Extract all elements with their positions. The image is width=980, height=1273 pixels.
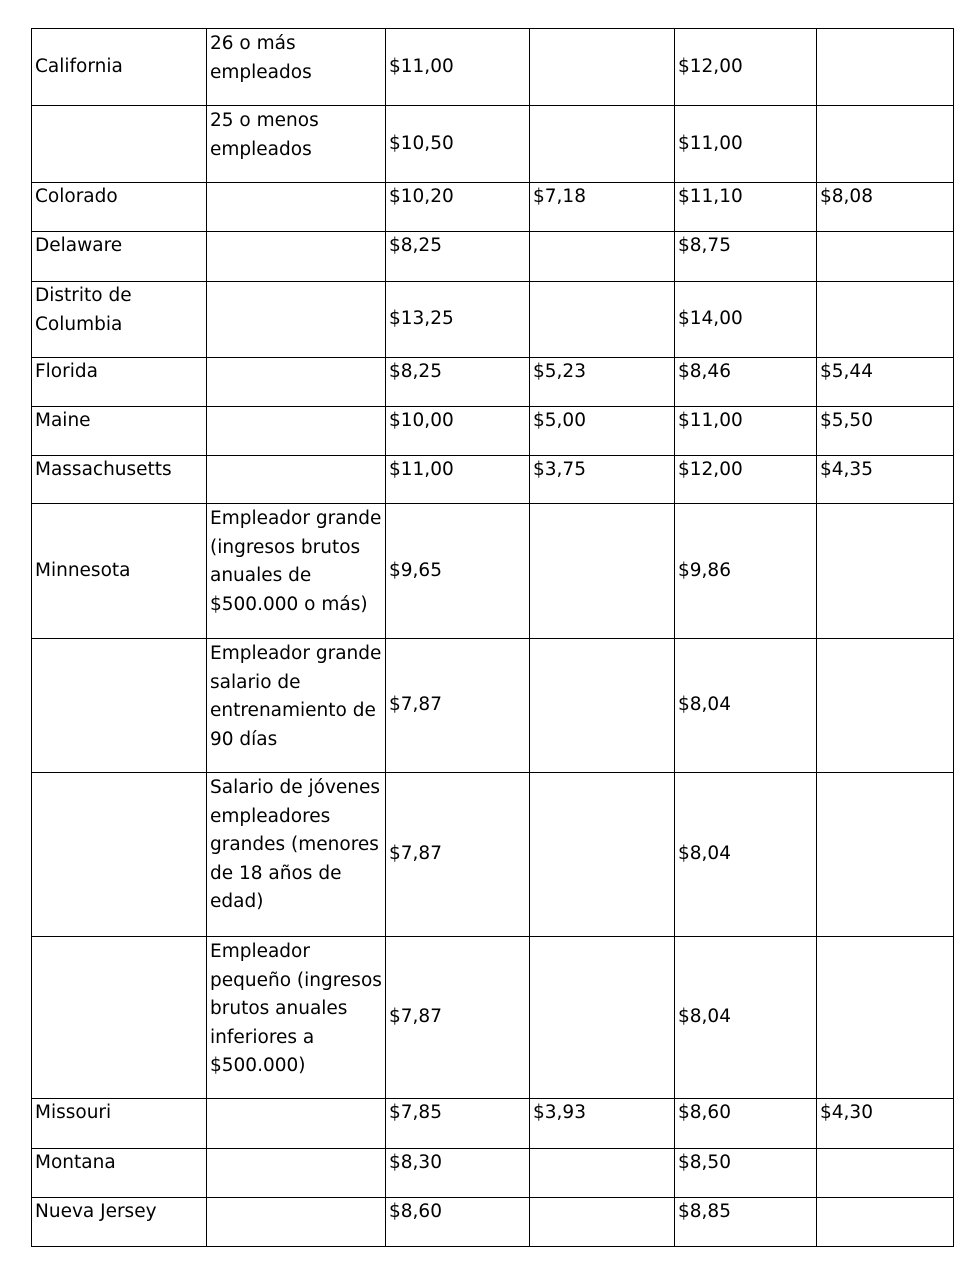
value-cell: $5,50 — [817, 407, 954, 456]
table-row — [32, 1149, 954, 1198]
state-cell: California — [32, 29, 207, 106]
state-cell — [32, 937, 207, 1099]
table-row — [32, 639, 954, 773]
value-cell: $12,00 — [675, 29, 817, 106]
value-cell: $11,10 — [675, 183, 817, 232]
condition-cell — [207, 1198, 386, 1247]
table-row — [32, 937, 954, 1099]
value-cell: $3,93 — [530, 1099, 675, 1149]
value-cell: $8,75 — [675, 232, 817, 282]
value-cell: $7,85 — [386, 1099, 530, 1149]
state-cell: Colorado — [32, 183, 207, 232]
value-cell: $12,00 — [675, 456, 817, 504]
condition-cell — [207, 1149, 386, 1198]
value-cell: $8,30 — [386, 1149, 530, 1198]
value-cell: $13,25 — [386, 282, 530, 358]
value-cell: $8,04 — [675, 937, 817, 1099]
value-cell — [530, 504, 675, 639]
value-cell: $8,60 — [675, 1099, 817, 1149]
value-cell — [530, 1149, 675, 1198]
value-cell: $10,20 — [386, 183, 530, 232]
state-cell — [32, 639, 207, 773]
value-cell: $8,60 — [386, 1198, 530, 1247]
value-cell — [817, 639, 954, 773]
table-row — [32, 773, 954, 937]
value-cell — [817, 773, 954, 937]
value-cell: $11,00 — [675, 407, 817, 456]
value-cell — [530, 937, 675, 1099]
value-cell: $3,75 — [530, 456, 675, 504]
condition-cell: Empleador grande salario de entrenamiento de 90 días — [207, 639, 386, 773]
value-cell: $10,00 — [386, 407, 530, 456]
value-cell — [817, 232, 954, 282]
value-cell: $11,00 — [675, 106, 817, 183]
condition-cell — [207, 282, 386, 358]
value-cell — [530, 639, 675, 773]
table-row — [32, 183, 954, 232]
value-cell: $4,30 — [817, 1099, 954, 1149]
condition-cell: 26 o más empleados — [207, 29, 386, 106]
value-cell: $8,25 — [386, 232, 530, 282]
state-cell: Delaware — [32, 232, 207, 282]
state-cell: Montana — [32, 1149, 207, 1198]
value-cell — [530, 29, 675, 106]
value-cell — [530, 232, 675, 282]
table-row — [32, 29, 954, 106]
value-cell: $7,87 — [386, 937, 530, 1099]
state-cell: Minnesota — [32, 504, 207, 639]
state-cell: Massachusetts — [32, 456, 207, 504]
value-cell — [817, 1149, 954, 1198]
value-cell — [530, 773, 675, 937]
state-cell — [32, 106, 207, 183]
condition-cell: 25 o menos empleados — [207, 106, 386, 183]
condition-cell — [207, 407, 386, 456]
value-cell: $8,50 — [675, 1149, 817, 1198]
condition-cell — [207, 1099, 386, 1149]
value-cell — [817, 106, 954, 183]
table-row — [32, 1099, 954, 1149]
value-cell — [530, 282, 675, 358]
value-cell: $8,04 — [675, 773, 817, 937]
value-cell: $8,85 — [675, 1198, 817, 1247]
condition-cell: Salario de jóvenes empleadores grandes (menores de 18 años de edad) — [207, 773, 386, 937]
state-cell — [32, 773, 207, 937]
value-cell — [530, 106, 675, 183]
condition-cell — [207, 358, 386, 407]
table-row — [32, 282, 954, 358]
table-row — [32, 232, 954, 282]
value-cell: $11,00 — [386, 456, 530, 504]
value-cell: $5,23 — [530, 358, 675, 407]
value-cell: $4,35 — [817, 456, 954, 504]
table-row — [32, 1198, 954, 1247]
condition-cell — [207, 232, 386, 282]
table-row — [32, 407, 954, 456]
value-cell: $8,46 — [675, 358, 817, 407]
minimum-wage-table — [31, 28, 954, 1247]
value-cell — [817, 937, 954, 1099]
value-cell: $5,00 — [530, 407, 675, 456]
value-cell — [817, 504, 954, 639]
value-cell — [817, 1198, 954, 1247]
value-cell — [530, 1198, 675, 1247]
table-body — [32, 29, 954, 1247]
state-cell: Maine — [32, 407, 207, 456]
value-cell: $11,00 — [386, 29, 530, 106]
condition-cell — [207, 456, 386, 504]
value-cell — [817, 282, 954, 358]
value-cell: $7,87 — [386, 773, 530, 937]
value-cell: $7,87 — [386, 639, 530, 773]
state-cell: Distrito de Columbia — [32, 282, 207, 358]
state-cell: Nueva Jersey — [32, 1198, 207, 1247]
table-row — [32, 106, 954, 183]
condition-cell: Empleador pequeño (ingresos brutos anuales inferiores a $500.000) — [207, 937, 386, 1099]
value-cell: $8,04 — [675, 639, 817, 773]
condition-cell: Empleador grande (ingresos brutos anuales de $500.000 o más) — [207, 504, 386, 639]
value-cell: $10,50 — [386, 106, 530, 183]
value-cell: $8,25 — [386, 358, 530, 407]
table-row — [32, 358, 954, 407]
value-cell: $9,86 — [675, 504, 817, 639]
condition-cell — [207, 183, 386, 232]
value-cell: $8,08 — [817, 183, 954, 232]
table-row — [32, 504, 954, 639]
state-cell: Missouri — [32, 1099, 207, 1149]
state-cell: Florida — [32, 358, 207, 407]
value-cell: $7,18 — [530, 183, 675, 232]
value-cell: $14,00 — [675, 282, 817, 358]
value-cell: $5,44 — [817, 358, 954, 407]
value-cell: $9,65 — [386, 504, 530, 639]
value-cell — [817, 29, 954, 106]
table-row — [32, 456, 954, 504]
